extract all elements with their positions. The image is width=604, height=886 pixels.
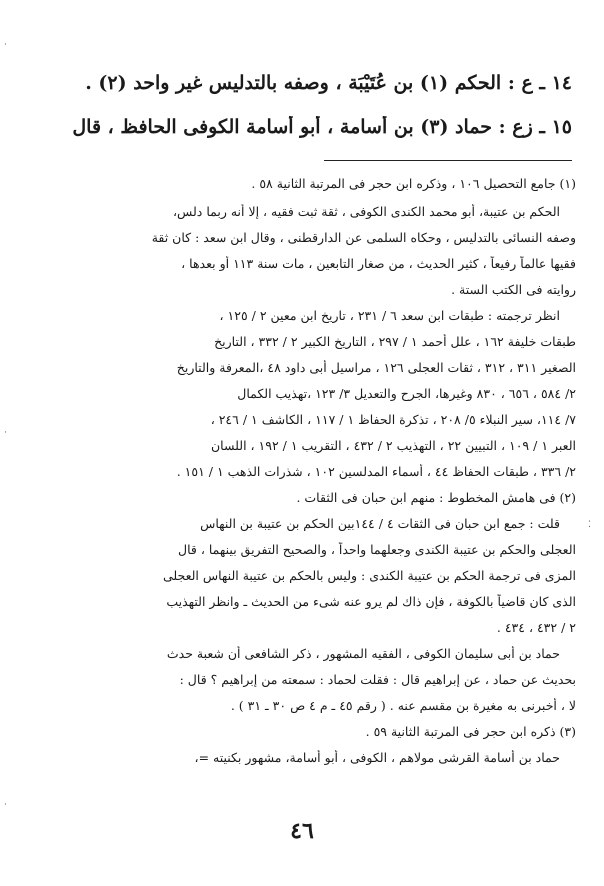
footnote-line: العجلى والحكم بن عتيبة الكندى وجعلهما واحداً ، والصحيح التفريق بينهما ، قال <box>178 542 576 557</box>
footnote-line: (٢) فى هامش المخطوط : منهم ابن حبان فى الثقات . <box>296 490 576 505</box>
footnote-line: ٢ / ٤٣٢ ، ٤٣٤ . <box>496 620 576 635</box>
footnote-line: ٢/ ٣٣٦ ، طبقات الحفاظ ٤٤ ، أسماء المدلسين ١٠٢ ، شذرات الذهب ١ / ١٥١ . <box>176 464 576 479</box>
main-entry-15: ١٥ ـ زع : حماد (٣) بن أسامة ، أبو أسامة الكوفى الحافظ ، قال <box>72 116 572 138</box>
footnote-line: الصغير ٣١١ ، ٣١٢ ، ثقات العجلى ١٢٦ ، مراسيل أبى داود ٤٨ ،المعرفة والتاريخ <box>176 360 576 375</box>
footnote-line: الذى كان قاضياً بالكوفة ، فإن ذاك لم يرو عنه شىء من الحديث ـ وانظر التهذيب <box>166 594 576 609</box>
footnote-line: لا ، أخبرنى به مغيرة بن مقسم عنه . ( رقم ٤٥ ـ م ٤ ص ٣٠ ـ ٣١ ) . <box>230 698 576 713</box>
margin-speck: · <box>4 800 7 810</box>
footnote-line: حماد بن أسامة القرشى مولاهم ، الكوفى ، أبو أسامة، مشهور بكنيته =، <box>194 750 560 765</box>
footnote-line: حماد بن أبى سليمان الكوفى ، الفقيه المشهور ، ذكر الشافعى أن شعبة حدث <box>166 646 560 661</box>
footnote-line: (١) جامع التحصيل ١٠٦ ، وذكره ابن حجر فى المرتبة الثانية ٥٨ . <box>251 176 576 191</box>
footnote-line: ٧/ ١١٤، سير النبلاء ٥/ ٢٠٨ ، تذكرة الحفاظ ١ / ١١٧ ، الكاشف ١ / ٢٤٦ ، <box>210 412 576 427</box>
margin-speck: · <box>4 40 7 50</box>
footnote-line: ٢/ ٥٨٤ ، ٦٥٦ ، ٨٣٠ وغيرها، الجرح والتعديل ٣/ ١٢٣ ،تهذيب الكمال <box>237 386 576 401</box>
footnote-line: الحكم بن عتيبة، أبو محمد الكندى الكوفى ، ثقة ثبت فقيه ، إلا أنه ربما دلس، <box>173 204 560 219</box>
margin-speck: ⁚ <box>588 520 591 530</box>
footnote-line: روايته فى الكتب الستة . <box>451 282 576 297</box>
page-number: ٤٦ <box>290 818 314 844</box>
margin-speck: · <box>4 428 7 438</box>
footnote-separator <box>324 160 572 161</box>
footnote-line: بحديث عن حماد ، عن إبراهيم قال : فقلت لحماد : سمعته من إبراهيم ؟ قال : <box>179 672 576 687</box>
footnote-line: وصفه النسائى بالتدليس ، وحكاه السلمى عن الدارقطنى ، وقال ابن سعد : كان ثقة <box>151 230 576 245</box>
footnote-line: انظر ترجمته : طبقات ابن سعد ٦ / ٢٣١ ، تاريخ ابن معين ٢ / ١٢٥ ، <box>219 308 560 323</box>
footnote-line: العبر ١ / ١٠٩ ، التبيين ٢٢ ، التهذيب ٢ / ٤٣٢ ، التقريب ١ / ١٩٢ ، اللسان <box>210 438 576 453</box>
footnote-line: فقيها عالماً رفيعاً ، كثير الحديث ، من صغار التابعين ، مات سنة ١١٣ أو بعدها ، <box>181 256 576 271</box>
main-entry-14: ١٤ ـ ع : الحكم (١) بن عُتَيْبَة ، وصفه بالتدليس غير واحد (٢) . <box>85 72 572 94</box>
footnote-line: المزى فى ترجمة الحكم بن عتيبة الكندى : وليس بالحكم بن عتيبة النهاس العجلى <box>162 568 576 583</box>
footnote-line: قلت : جمع ابن حبان فى الثقات ٤ / ١٤٤بين الحكم بن عتيبة بن النهاس <box>200 516 560 531</box>
footnote-line: طبقات خليفة ١٦٢ ، علل أحمد ١ / ٢٩٧ ، التاريخ الكبير ٢ / ٣٣٢ ، التاريخ <box>214 334 576 349</box>
footnote-line: (٣) ذكره ابن حجر فى المرتبة الثانية ٥٩ . <box>365 724 576 739</box>
